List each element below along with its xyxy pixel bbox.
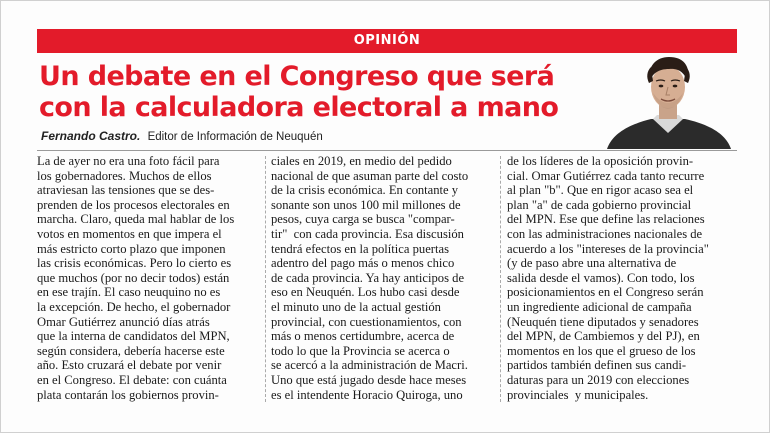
column-divider — [500, 156, 501, 402]
article-column-1: La de ayer no era una foto fácil para los gobernadores. Muchos de ellos atraviesan las tensiones que se des- prenden de los procesos electorales en marcha. Claro, queda mal hablar de los votos en momentos en que impera el más estricto corto plazo que imponen las crisis económicas. Pero lo cierto es que muchos (por no decir todos) están en ese trajín. El caso neuquino no es la excepción. De hecho, el gobernador Omar Gutiérrez anunció días atrás que la interna de candidatos del MPN, según considera, debería hacerse este año. Esto cruzará el debate por venir en el Congreso. El debate: con cuánta plata contarán los gobiernos provin- — [37, 154, 235, 402]
article-column-3: de los líderes de la oposición provin- cial. Omar Gutiérrez cada tanto recurre al plan "b". Que en rigor acaso sea el plan "a" de cada gobierno provincial del MPN. Ese que define las relaciones con las administraciones nacionales de acuerdo a los "intereses de la provincia" (y de paso abre una alternativa de salida desde el vamos). Con todo, los posicionamientos en el Congreso serán un ingrediente adicional de campaña (Neuquén tiene diputados y senadores del MPN, de Cambiemos y del PJ), en momentos en los que el grueso de los partidos también definen sus candi- daturas para un 2019 con elecciones provinciales y municipales. — [507, 154, 709, 402]
byline — [41, 129, 601, 143]
author-role: Editor de Información de Neuquén — [147, 131, 323, 143]
headline-line-1: Un debate en el Congreso que será — [39, 61, 555, 92]
headline — [39, 61, 599, 123]
article-body — [37, 154, 737, 404]
author-portrait-image — [599, 53, 737, 149]
header-divider — [37, 150, 737, 151]
headline-line-2: con la calculadora electoral a mano — [39, 92, 559, 123]
author-portrait — [599, 53, 737, 149]
column-divider — [265, 156, 266, 402]
article-column-2: ciales en 2019, en medio del pedido nacional de que asuman parte del costo de la crisis económica. En contante y sonante son unos 100 mil millones de pesos, cuya carga se busca "compar- tir" con cada provincia. Esa discusión tendrá efectos en la política puertas adentro del pago más o menos chico de cada provincia. Ya hay anticipos de eso en Neuquén. Los hubo casi desde el minuto uno de la actual gestión provincial, con cuestionamientos, con más o menos certidumbre, acerca de todo lo que la Provincia se acerca o se acercó a la administración de Macri. Uno que está jugado desde hace meses es el intendente Horacio Quiroga, uno — [271, 154, 469, 402]
author-name: Fernando Castro. — [41, 129, 141, 143]
section-label: OPINIÓN — [37, 29, 737, 53]
